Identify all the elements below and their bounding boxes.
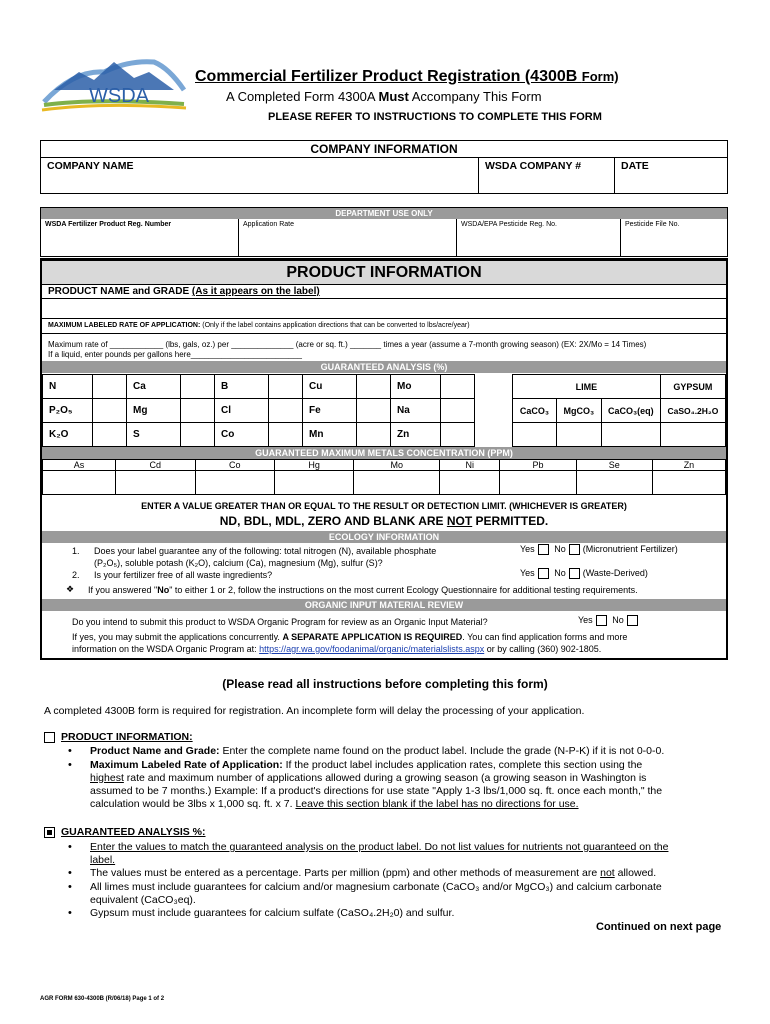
date-field[interactable] <box>615 158 727 194</box>
date-label: DATE <box>621 160 649 172</box>
metal-input[interactable] <box>195 471 274 495</box>
metal-input[interactable] <box>274 471 353 495</box>
organic-p2-post: or by calling (360) 902-1805. <box>484 644 602 654</box>
logo-text: WSDA <box>89 85 149 107</box>
bullet: • <box>68 745 72 757</box>
max-rate-label: MAXIMUM LABELED RATE OF APPLICATION: <box>48 322 203 329</box>
organic-answers <box>578 615 641 626</box>
ga-row-2 <box>43 399 475 423</box>
caco3-label: CaCO₃ <box>513 399 557 423</box>
metal-label: Mo <box>354 460 440 471</box>
organic-p1-post: . You can find application forms and more <box>462 632 628 642</box>
dept-reg-number-field[interactable] <box>41 219 239 257</box>
dept-col4-label: Pesticide File No. <box>625 221 680 228</box>
ga-label: Zn <box>391 423 441 447</box>
ga-input[interactable] <box>93 375 127 399</box>
instruction-ga-2 <box>90 867 722 880</box>
mgco3-label: MgCO₃ <box>556 399 601 423</box>
metal-label: Zn <box>652 460 725 471</box>
max-rate-note: (Only if the label contains application directions that can be converted to lbs/acre/year) <box>202 322 470 329</box>
wsda-logo <box>34 50 189 120</box>
instruction-product-name <box>90 745 722 758</box>
q2-no-checkbox[interactable] <box>569 568 580 579</box>
g1-text: Enter the values to match the guaranteed analysis on the product label. Do not list values for nutrients not guaranteed on the <box>90 841 669 853</box>
q1-answers <box>520 544 678 555</box>
enter-value-note: ENTER A VALUE GREATER THAN OR EQUAL TO THE RESULT OR DETECTION LIMIT. (WHICHEVER IS GREATER) <box>141 501 627 511</box>
q1-note: (Micronutrient Fertilizer) <box>582 544 678 554</box>
organic-question: Do you intend to submit this product to WSDA Organic Program for review as an Organic Input Material? <box>72 617 488 627</box>
q1-text: Does your label guarantee any of the following: total nitrogen (N), available phosphate <box>94 546 437 556</box>
ga-label: Cu <box>303 375 357 399</box>
answer-pre: If you answered " <box>88 585 158 595</box>
max-rate-line[interactable]: Maximum rate of ____________ (lbs, gals, oz.) per ______________ (acre or sq. ft.) _______ times a year (assume a 7-month growing season) (EX: 2X/Mo = 14 Times) <box>48 340 647 349</box>
g1-text-2: label. <box>90 854 116 866</box>
dept-pesticide-reg-field[interactable] <box>457 219 621 257</box>
diamond-bullet: ❖ <box>66 584 75 594</box>
q2-text: Is your fertilizer free of all waste ingredients? <box>94 570 273 580</box>
metal-input[interactable] <box>440 471 500 495</box>
g3-l2: equivalent (CaCO₃eq). <box>90 894 196 906</box>
ga-input[interactable] <box>181 423 215 447</box>
bullet: • <box>68 867 72 879</box>
metal-label: Ni <box>440 460 500 471</box>
company-name-label: COMPANY NAME <box>47 160 134 172</box>
ga-heading-text: GUARANTEED ANALYSIS %: <box>61 826 206 838</box>
metal-label: Cd <box>116 460 195 471</box>
department-use-only-section <box>40 207 728 257</box>
b2-l2: rate and maximum number of applications allowed during a growing season (a growing season in Washington is <box>123 772 647 784</box>
wsda-company-label: WSDA COMPANY # <box>485 160 582 172</box>
organic-yes-label: Yes <box>578 615 593 625</box>
ecology-heading: ECOLOGY INFORMATION <box>42 531 726 543</box>
b2-l3: assumed to be 7 months.) Example: If a product's directions for use state "Apply 1-3 lbs/1,000 sq. ft. once each month," the <box>90 785 663 797</box>
dept-col3-label: WSDA/EPA Pesticide Reg. No. <box>461 221 557 228</box>
organic-p1-pre: If yes, you may submit the applications concurrently. <box>72 632 283 642</box>
department-heading: DEPARTMENT USE ONLY <box>41 208 727 219</box>
organic-program-link[interactable]: https://agr.wa.gov/foodanimal/organic/materialslists.aspx <box>259 644 485 654</box>
product-info-checkbox[interactable] <box>44 732 55 743</box>
form-footer: AGR FORM 630-4300B (R/06/18) Page 1 of 2 <box>40 996 165 1002</box>
metal-input[interactable] <box>354 471 440 495</box>
q2-yes-checkbox[interactable] <box>538 568 549 579</box>
q2-number: 2. <box>72 570 80 580</box>
ga-row-3 <box>43 423 475 447</box>
ga-input[interactable] <box>357 375 391 399</box>
product-heading: PRODUCT INFORMATION <box>42 261 726 285</box>
instruction-ga-3 <box>90 881 722 907</box>
title-small: Form) <box>581 69 619 84</box>
company-name-field[interactable] <box>41 158 479 194</box>
read-instructions: (Please read all instructions before completing this form) <box>222 677 548 691</box>
mgco3-input[interactable] <box>556 423 601 447</box>
answered-no-note <box>88 585 638 595</box>
q1-number: 1. <box>72 546 80 556</box>
ga-input[interactable] <box>181 375 215 399</box>
metals-table <box>42 459 726 495</box>
company-heading: COMPANY INFORMATION <box>41 141 727 158</box>
ga-input[interactable] <box>269 423 303 447</box>
guaranteed-analysis-table <box>42 374 475 447</box>
ga-label: Cl <box>215 399 269 423</box>
metal-label: Hg <box>274 460 353 471</box>
ga-label: B <box>215 375 269 399</box>
max-rate-heading <box>48 322 470 329</box>
dept-col1-label: WSDA Fertilizer Product Reg. Number <box>45 221 172 228</box>
metal-label: Se <box>576 460 652 471</box>
product-information-section <box>40 258 728 660</box>
subtitle-post: Accompany This Form <box>408 89 542 104</box>
q2-no-label: No <box>554 568 566 578</box>
organic-no-checkbox[interactable] <box>627 615 638 626</box>
q2-answers <box>520 568 648 579</box>
ga-label: Co <box>215 423 269 447</box>
guaranteed-analysis-heading: GUARANTEED ANALYSIS (%) <box>42 361 726 373</box>
caco3eq-input[interactable] <box>601 423 660 447</box>
wsda-logo-graphic <box>34 50 189 120</box>
gypsum-label: GYPSUM <box>660 375 725 399</box>
b2-bold: Maximum Labeled Rate of Application: <box>90 759 283 771</box>
ga-label: Mo <box>391 375 441 399</box>
metals-heading: GUARANTEED MAXIMUM METALS CONCENTRATION (PPM) <box>42 447 726 459</box>
ga-input[interactable] <box>93 423 127 447</box>
q2-yes-label: Yes <box>520 568 535 578</box>
form-title <box>195 68 715 86</box>
ga-input[interactable] <box>357 423 391 447</box>
subtitle-pre: A Completed Form 4300A <box>226 89 379 104</box>
g2-not: not <box>600 867 615 879</box>
dept-application-rate-field[interactable] <box>239 219 457 257</box>
ga-input[interactable] <box>357 399 391 423</box>
bullet: • <box>68 907 72 919</box>
bullet: • <box>68 841 72 853</box>
organic-heading: ORGANIC INPUT MATERIAL REVIEW <box>42 599 726 611</box>
ga-checkbox[interactable] <box>44 827 55 838</box>
ga-input[interactable] <box>441 399 475 423</box>
q1-no-label: No <box>554 544 566 554</box>
metals-input-row <box>43 471 726 495</box>
metal-label: Pb <box>500 460 576 471</box>
product-name-underlined: (As it appears on the label) <box>191 286 320 297</box>
liquid-note[interactable]: If a liquid, enter pounds per gallons here_________________________ <box>48 350 302 359</box>
caso4-label: CaSO₄.2H₂O <box>660 399 725 423</box>
caco3-input[interactable] <box>513 423 557 447</box>
ga-label: P₂O₅ <box>43 399 93 423</box>
required-note: A completed 4300B form is required for registration. An incomplete form will delay the processing of your application. <box>44 705 585 717</box>
metal-input[interactable] <box>43 471 116 495</box>
metals-label-row <box>43 460 726 471</box>
caco3eq-label: CaCO₃(eq) <box>601 399 660 423</box>
nd-not: NOT <box>446 514 473 528</box>
organic-p1-bold: A SEPARATE APPLICATION IS REQUIRED <box>282 632 463 642</box>
organic-p2-pre: information on the WSDA Organic Program at: <box>72 644 260 654</box>
ga-label: Na <box>391 399 441 423</box>
metal-label: As <box>43 460 116 471</box>
organic-no-label: No <box>612 615 624 625</box>
g2-post: allowed. <box>614 867 657 879</box>
g3-l1: All limes must include guarantees for calcium and/or magnesium carbonate (CaCO₃ and/or MgCO₃) and calcium carbonate <box>90 881 662 893</box>
subtitle-must: Must <box>378 89 409 104</box>
metal-input[interactable] <box>116 471 195 495</box>
refer-instructions: PLEASE REFER TO INSTRUCTIONS TO COMPLETE THIS FORM <box>268 111 602 123</box>
product-name-label <box>48 286 320 297</box>
ga-input[interactable] <box>441 375 475 399</box>
dept-pesticide-file-field[interactable] <box>621 219 727 257</box>
q1-text-2: (P₂O₅), soluble potash (K₂O), calcium (Ca), magnesium (Mg), sulfur (S)? <box>94 558 383 568</box>
q1-yes-label: Yes <box>520 544 535 554</box>
bullet: • <box>68 759 72 771</box>
q1-no-checkbox[interactable] <box>569 544 580 555</box>
caso4-input[interactable] <box>660 423 725 447</box>
bullet: • <box>68 881 72 893</box>
b1-bold: Product Name and Grade: <box>90 745 220 757</box>
wsda-company-number-field[interactable] <box>479 158 615 194</box>
g2-pre: The values must be entered as a percentage. Parts per million (ppm) and other methods of measurement are <box>90 867 601 879</box>
metal-input[interactable] <box>500 471 576 495</box>
ga-instructions-heading <box>44 826 206 839</box>
ga-input[interactable] <box>441 423 475 447</box>
q1-yes-checkbox[interactable] <box>538 544 549 555</box>
company-information-section <box>40 140 728 194</box>
organic-para-2 <box>72 644 601 654</box>
b2-highest: highest <box>90 772 124 784</box>
product-info-heading <box>44 731 193 744</box>
nd-not-permitted <box>42 514 726 528</box>
ga-label: Ca <box>127 375 181 399</box>
organic-yes-checkbox[interactable] <box>596 615 607 626</box>
ga-label: Mg <box>127 399 181 423</box>
lime-gypsum-table <box>512 374 726 447</box>
ga-input[interactable] <box>181 399 215 423</box>
answer-post: " to either 1 or 2, follow the instructions on the most current Ecology Questionnaire for additional testing requirements. <box>169 585 638 595</box>
organic-para-1 <box>72 632 627 642</box>
instruction-ga-1 <box>90 841 722 867</box>
ga-row-1 <box>43 375 475 399</box>
b2-l1: If the product label includes application rates, complete this section using the <box>282 759 643 771</box>
lime-label: LIME <box>513 375 661 399</box>
ga-input[interactable] <box>269 399 303 423</box>
b2-l4: calculation would be 3lbs x 1,000 sq. ft. x 7. <box>90 798 296 810</box>
ga-label: Mn <box>303 423 357 447</box>
product-name-input[interactable] <box>42 298 726 318</box>
ga-label: N <box>43 375 93 399</box>
product-info-heading-text: PRODUCT INFORMATION: <box>61 731 193 743</box>
q2-note: (Waste-Derived) <box>582 568 648 578</box>
nd-pre: ND, BDL, MDL, ZERO AND BLANK ARE <box>219 514 447 528</box>
instruction-ga-4: Gypsum must include guarantees for calcium sulfate (CaSO₄.2H₂0) and sulfur. <box>90 907 455 919</box>
answer-no: No <box>157 585 170 595</box>
b2-l4-ul: Leave this section blank if the label has no directions for use. <box>295 798 579 810</box>
metal-label: Co <box>195 460 274 471</box>
ga-input[interactable] <box>269 375 303 399</box>
ga-input[interactable] <box>93 399 127 423</box>
dept-col2-label: Application Rate <box>243 221 294 228</box>
b1-text: Enter the complete name found on the product label. Include the grade (N-P-K) if it is not 0-0-0. <box>219 745 665 757</box>
ga-label: Fe <box>303 399 357 423</box>
form-subtitle <box>226 89 542 104</box>
ga-label: K₂O <box>43 423 93 447</box>
nd-post: PERMITTED. <box>472 514 549 528</box>
instruction-max-rate <box>90 759 722 811</box>
ga-label: S <box>127 423 181 447</box>
metal-input[interactable] <box>576 471 652 495</box>
continued-next-page: Continued on next page <box>596 921 722 933</box>
title-main: Commercial Fertilizer Product Registration (4300B <box>195 68 582 85</box>
metal-input[interactable] <box>652 471 725 495</box>
product-name-text: PRODUCT NAME and GRADE <box>48 286 192 297</box>
